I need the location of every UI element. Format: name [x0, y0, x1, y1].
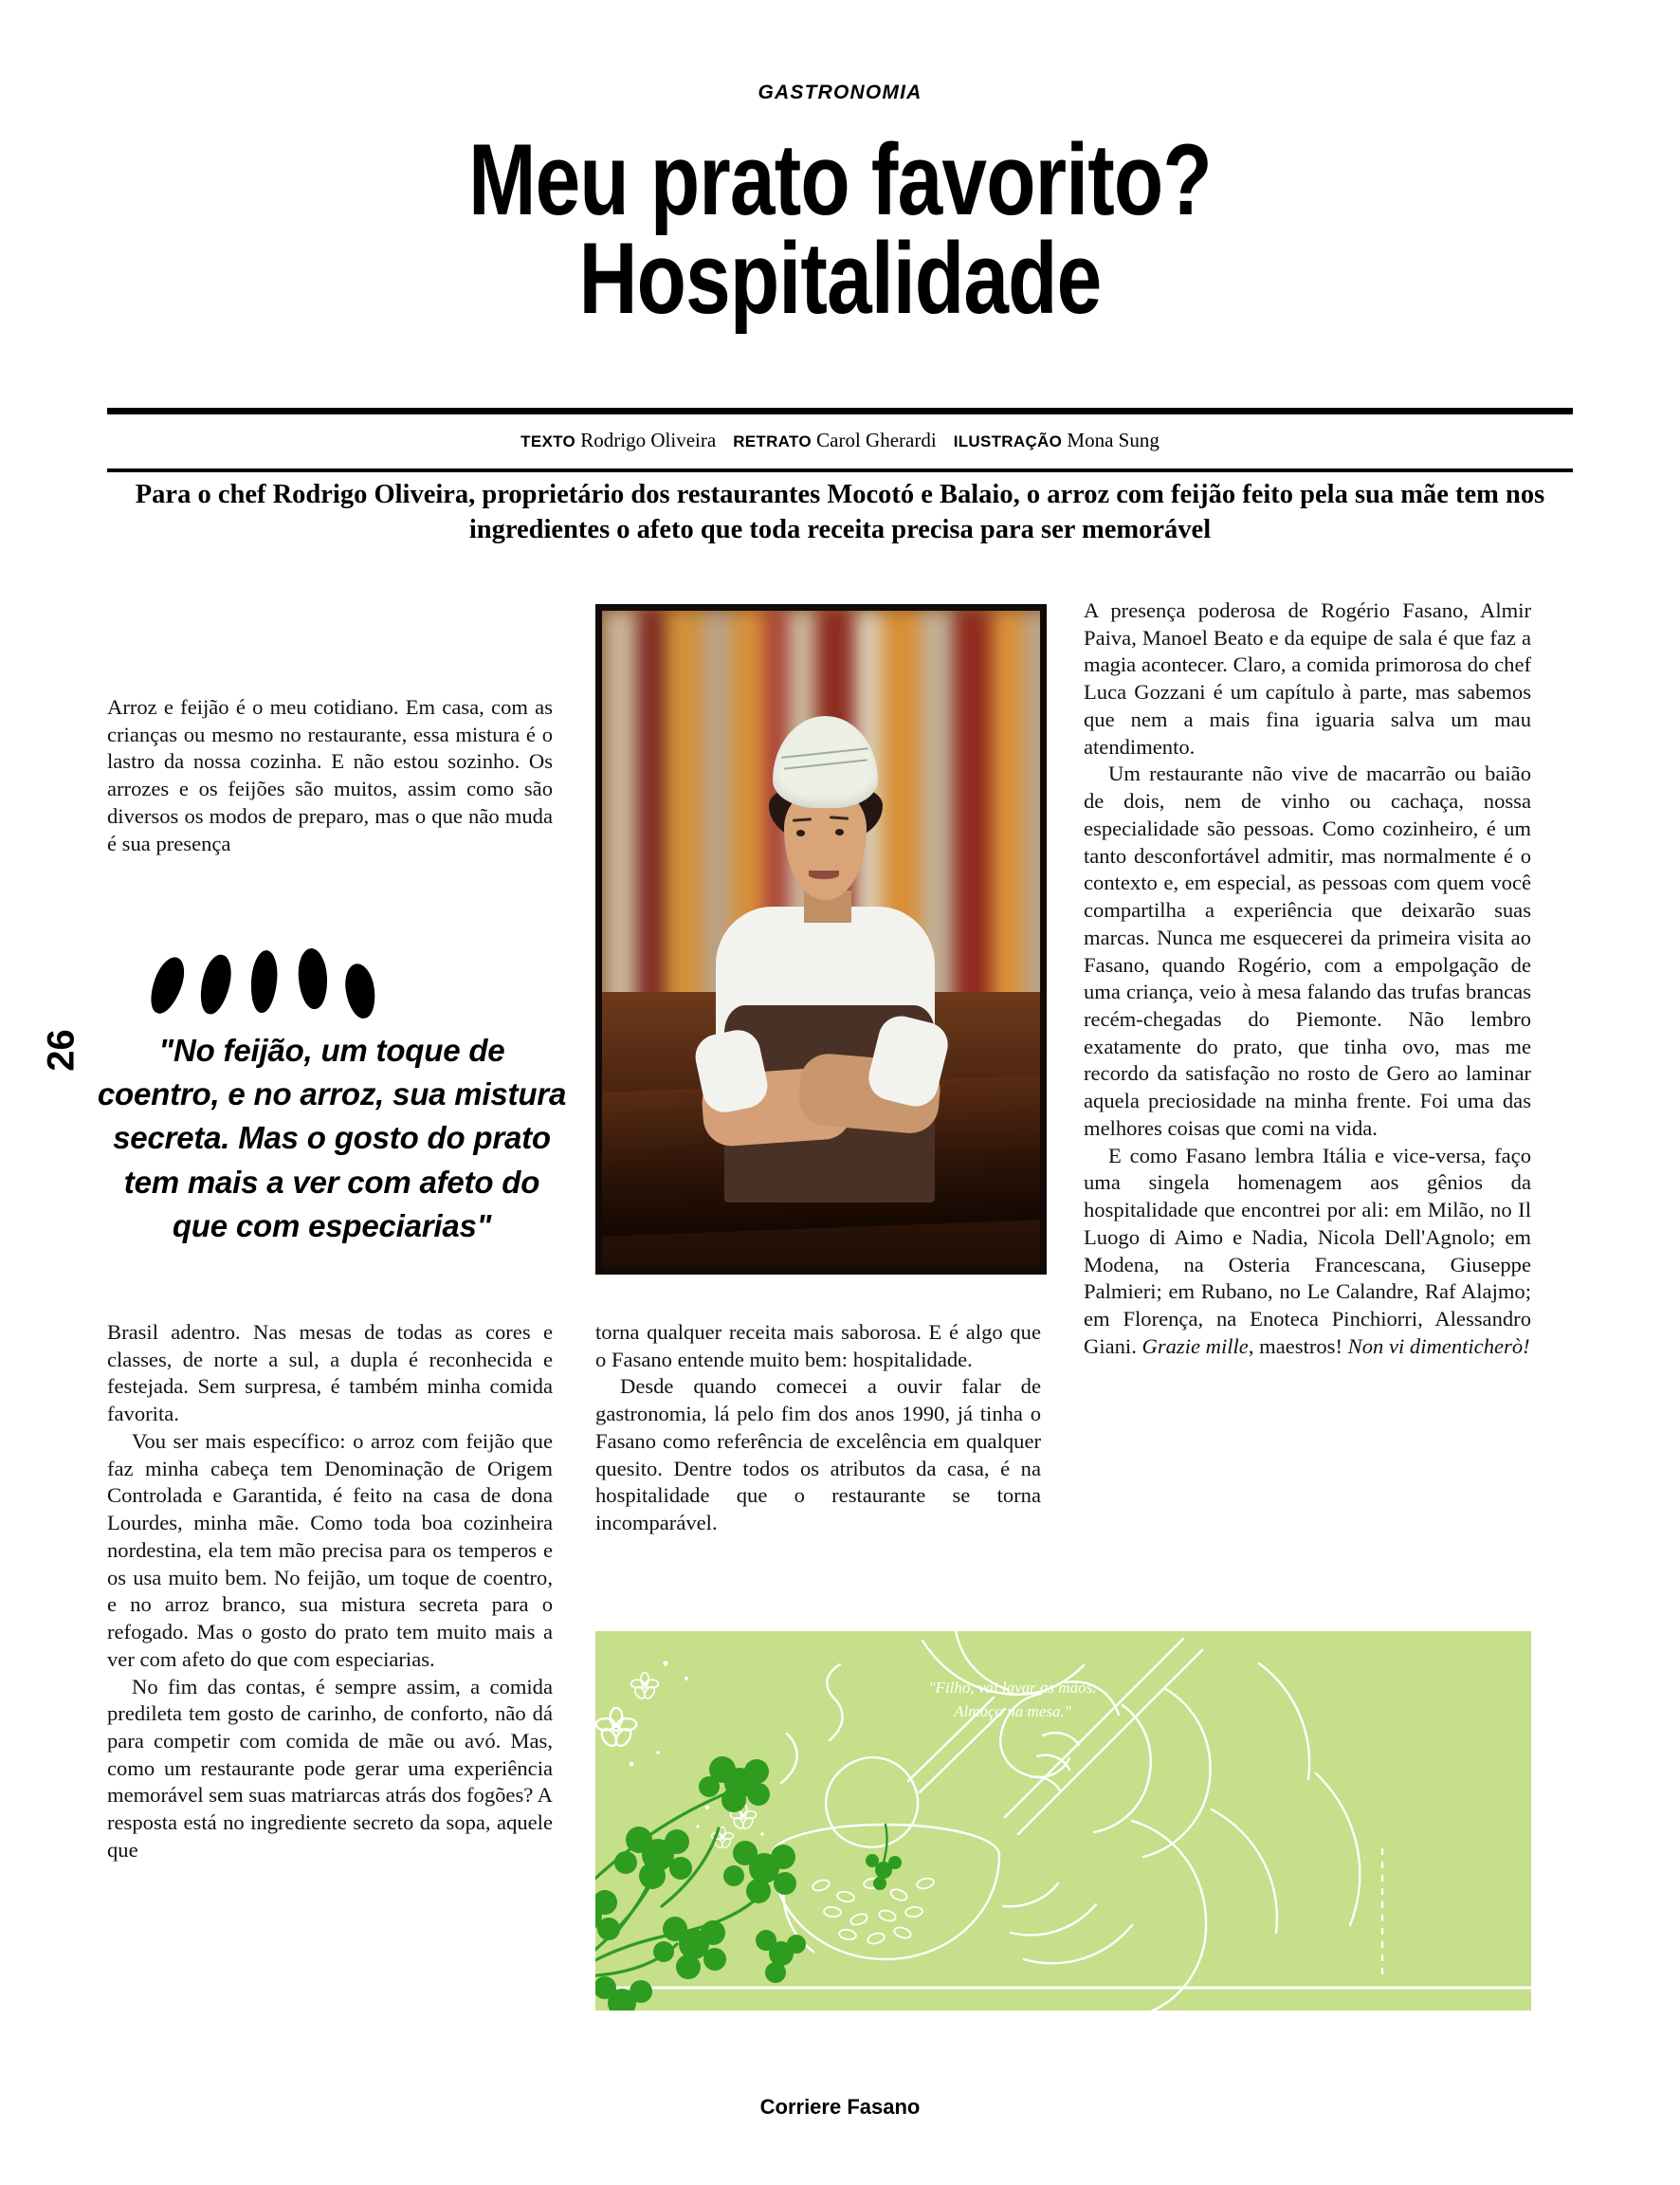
divider-top: [107, 408, 1573, 414]
bottom-illustration: [595, 1631, 1531, 2011]
divider-bottom: [107, 468, 1573, 472]
byline-texto-name: Rodrigo Oliveira: [580, 429, 717, 451]
byline-texto-label: TEXTO: [520, 432, 576, 450]
page-number: 26: [40, 1029, 82, 1072]
byline-ilustracao: [954, 429, 1160, 451]
paragraph: torna qualquer receita mais saborosa. E é algo que o Fasano entende muito bem: hospitalidade.: [595, 1320, 1041, 1371]
italic-phrase: Non vi dimenticherò!: [1347, 1333, 1530, 1358]
byline-texto: [520, 429, 716, 451]
paragraph: Um restaurante não vive de macarrão ou baião de dois, nem de vinho ou cachaça, nossa especialidade são pessoas. Como cozinheiro, é um tanto desconfortável admitir, mas normalmente é o contexto e, em especial, as pessoas com quem você compartilha a experiência que deixarão suas marcas. Nunca me esquecerei da primeira visita ao Fasano, quando Rogério, com a empolgação de uma criança, veio à mesa falando das trufas brancas recém-chegadas do Piemonte. Não lembro exatamente do prato, que tinha ovo, mas me recordo da satisfação no rosto de Gero ao laminar aquela preciosidade na minha frente. Foi uma das melhores coisas que comi na vida.: [1084, 762, 1531, 1140]
byline-retrato: [733, 429, 937, 451]
paragraph: Vou ser mais específico: o arroz com feijão que faz minha cabeça tem Denominação de Origem Controlada e Garantida, é feito na casa de dona Lourdes, minha mãe. Como toda boa cozinheira nordestina, ela tem mão precisa para os temperos e os usa muito bem. No feijão, um toque de coentro, e no arroz branco, sua mistura secreta para o refogado. Mas o gosto do prato tem muito mais a ver com afeto do que com especiarias.: [107, 1428, 553, 1671]
paragraph: Arroz e feijão é o meu cotidiano. Em casa, com as crianças ou mesmo no restaurante, essa mistura é o lastro da nossa cozinha. E não estou sozinho. Os arrozes e os feijões são muitos, assim como são diversos os modos de preparo, mas o que não muda é sua presença: [107, 695, 553, 855]
article-deck: [107, 477, 1573, 547]
publication-footer: Corriere Fasano: [759, 2095, 921, 2119]
paragraph: Brasil adentro. Nas mesas de todas as cores e classes, de norte a sul, a dupla é reconhecida e festejada. Sem surpresa, é também minha comida favorita.: [107, 1320, 553, 1426]
page-title: [104, 122, 1576, 335]
illustration-caption-line-1: "Filho, vai lavar as mãos.: [928, 1679, 1097, 1697]
body-column-left-bottom: [107, 1319, 553, 1864]
paragraph: No fim das contas, é sempre assim, a comida predileta tem gosto de carinho, de conforto, não dá para competir com comida de mãe ou avó. Mas, como um restaurante pode gerar uma experiência memorável sem suas matriarcas atrás dos fogões? A resposta está no ingrediente secreto da sopa, aquele que: [107, 1674, 553, 1862]
byline-retrato-label: RETRATO: [733, 432, 812, 450]
byline-retrato-name: Carol Gherardi: [816, 429, 937, 451]
headline-line-1: Meu prato favorito?: [468, 122, 1212, 236]
illustration-caption-line-2: Almoço na mesa.": [954, 1701, 1071, 1720]
pull-quote: "No feijão, um toque de coentro, e no arroz, sua mistura secreta. Mas o gosto do prato tem mais a ver com afeto do que com especiarias": [97, 1033, 567, 1243]
paragraph: A presença poderosa de Rogério Fasano, Almir Paiva, Manoel Beato e da equipe de sala é que faz a magia acontecer. Claro, a comida primorosa do chef Luca Gozzani é um capítulo à parte, mas sabemos que nem a mais fina iguaria salva um mau atendimento.: [1084, 598, 1531, 759]
photo-inner: [602, 611, 1040, 1268]
byline-ilustracao-label: ILUSTRAÇÃO: [953, 432, 1063, 450]
rice-grain-icon: [342, 962, 379, 1020]
body-column-middle-bottom: [595, 1319, 1041, 1537]
rice-grain-icon: [248, 949, 280, 1014]
rice-grains-ornament: [152, 948, 455, 1015]
body-column-right: [1084, 597, 1531, 1361]
paragraph: Desde quando comecei a ouvir falar de gastronomia, lá pelo fim dos anos 1990, já tinha o Fasano como referência de excelência em qualquer quesito. Dentre todos os atributos da casa, é na hospitalidade que o restaurante se torna incomparável.: [595, 1374, 1041, 1535]
headline-line-2: Hospitalidade: [578, 220, 1102, 335]
rice-grain-icon: [195, 952, 236, 1018]
illustration-caption: [870, 1677, 1155, 1723]
paragraph-part: , maestros!: [1248, 1333, 1348, 1358]
byline-ilustracao-name: Mona Sung: [1067, 429, 1160, 451]
paragraph: [1084, 1143, 1531, 1361]
italic-phrase: Grazie mille: [1141, 1333, 1249, 1358]
deck-text: Para o chef Rodrigo Oliveira, proprietário dos restaurantes Mocotó e Balaio, o arroz com feijão feito pela sua mãe tem nos ingredientes o afeto que toda receita precisa para ser memorável: [135, 480, 1545, 545]
paragraph-part: E como Fasano lembra Itália e vice-versa, faço uma singela homenagem aos gênios da hospitalidade que encontrei por ali: em Milão, no Il Luogo di Aimo e Nadia, Nicola Dell'Agnolo; em Modena, na Osteria Francescana, Giuseppe Palmieri; em Rubano, no Le Calandre, Raf Alajmo; em Florença, na Enoteca Pinchiorri, Alessandro Giani.: [1084, 1143, 1531, 1358]
rice-grain-icon: [144, 953, 190, 1018]
section-kicker: GASTRONOMIA: [758, 82, 922, 103]
byline: [107, 429, 1573, 452]
rice-grain-icon: [297, 947, 329, 1010]
body-column-left-top: [107, 694, 553, 857]
chef-portrait-photo: [595, 604, 1047, 1275]
